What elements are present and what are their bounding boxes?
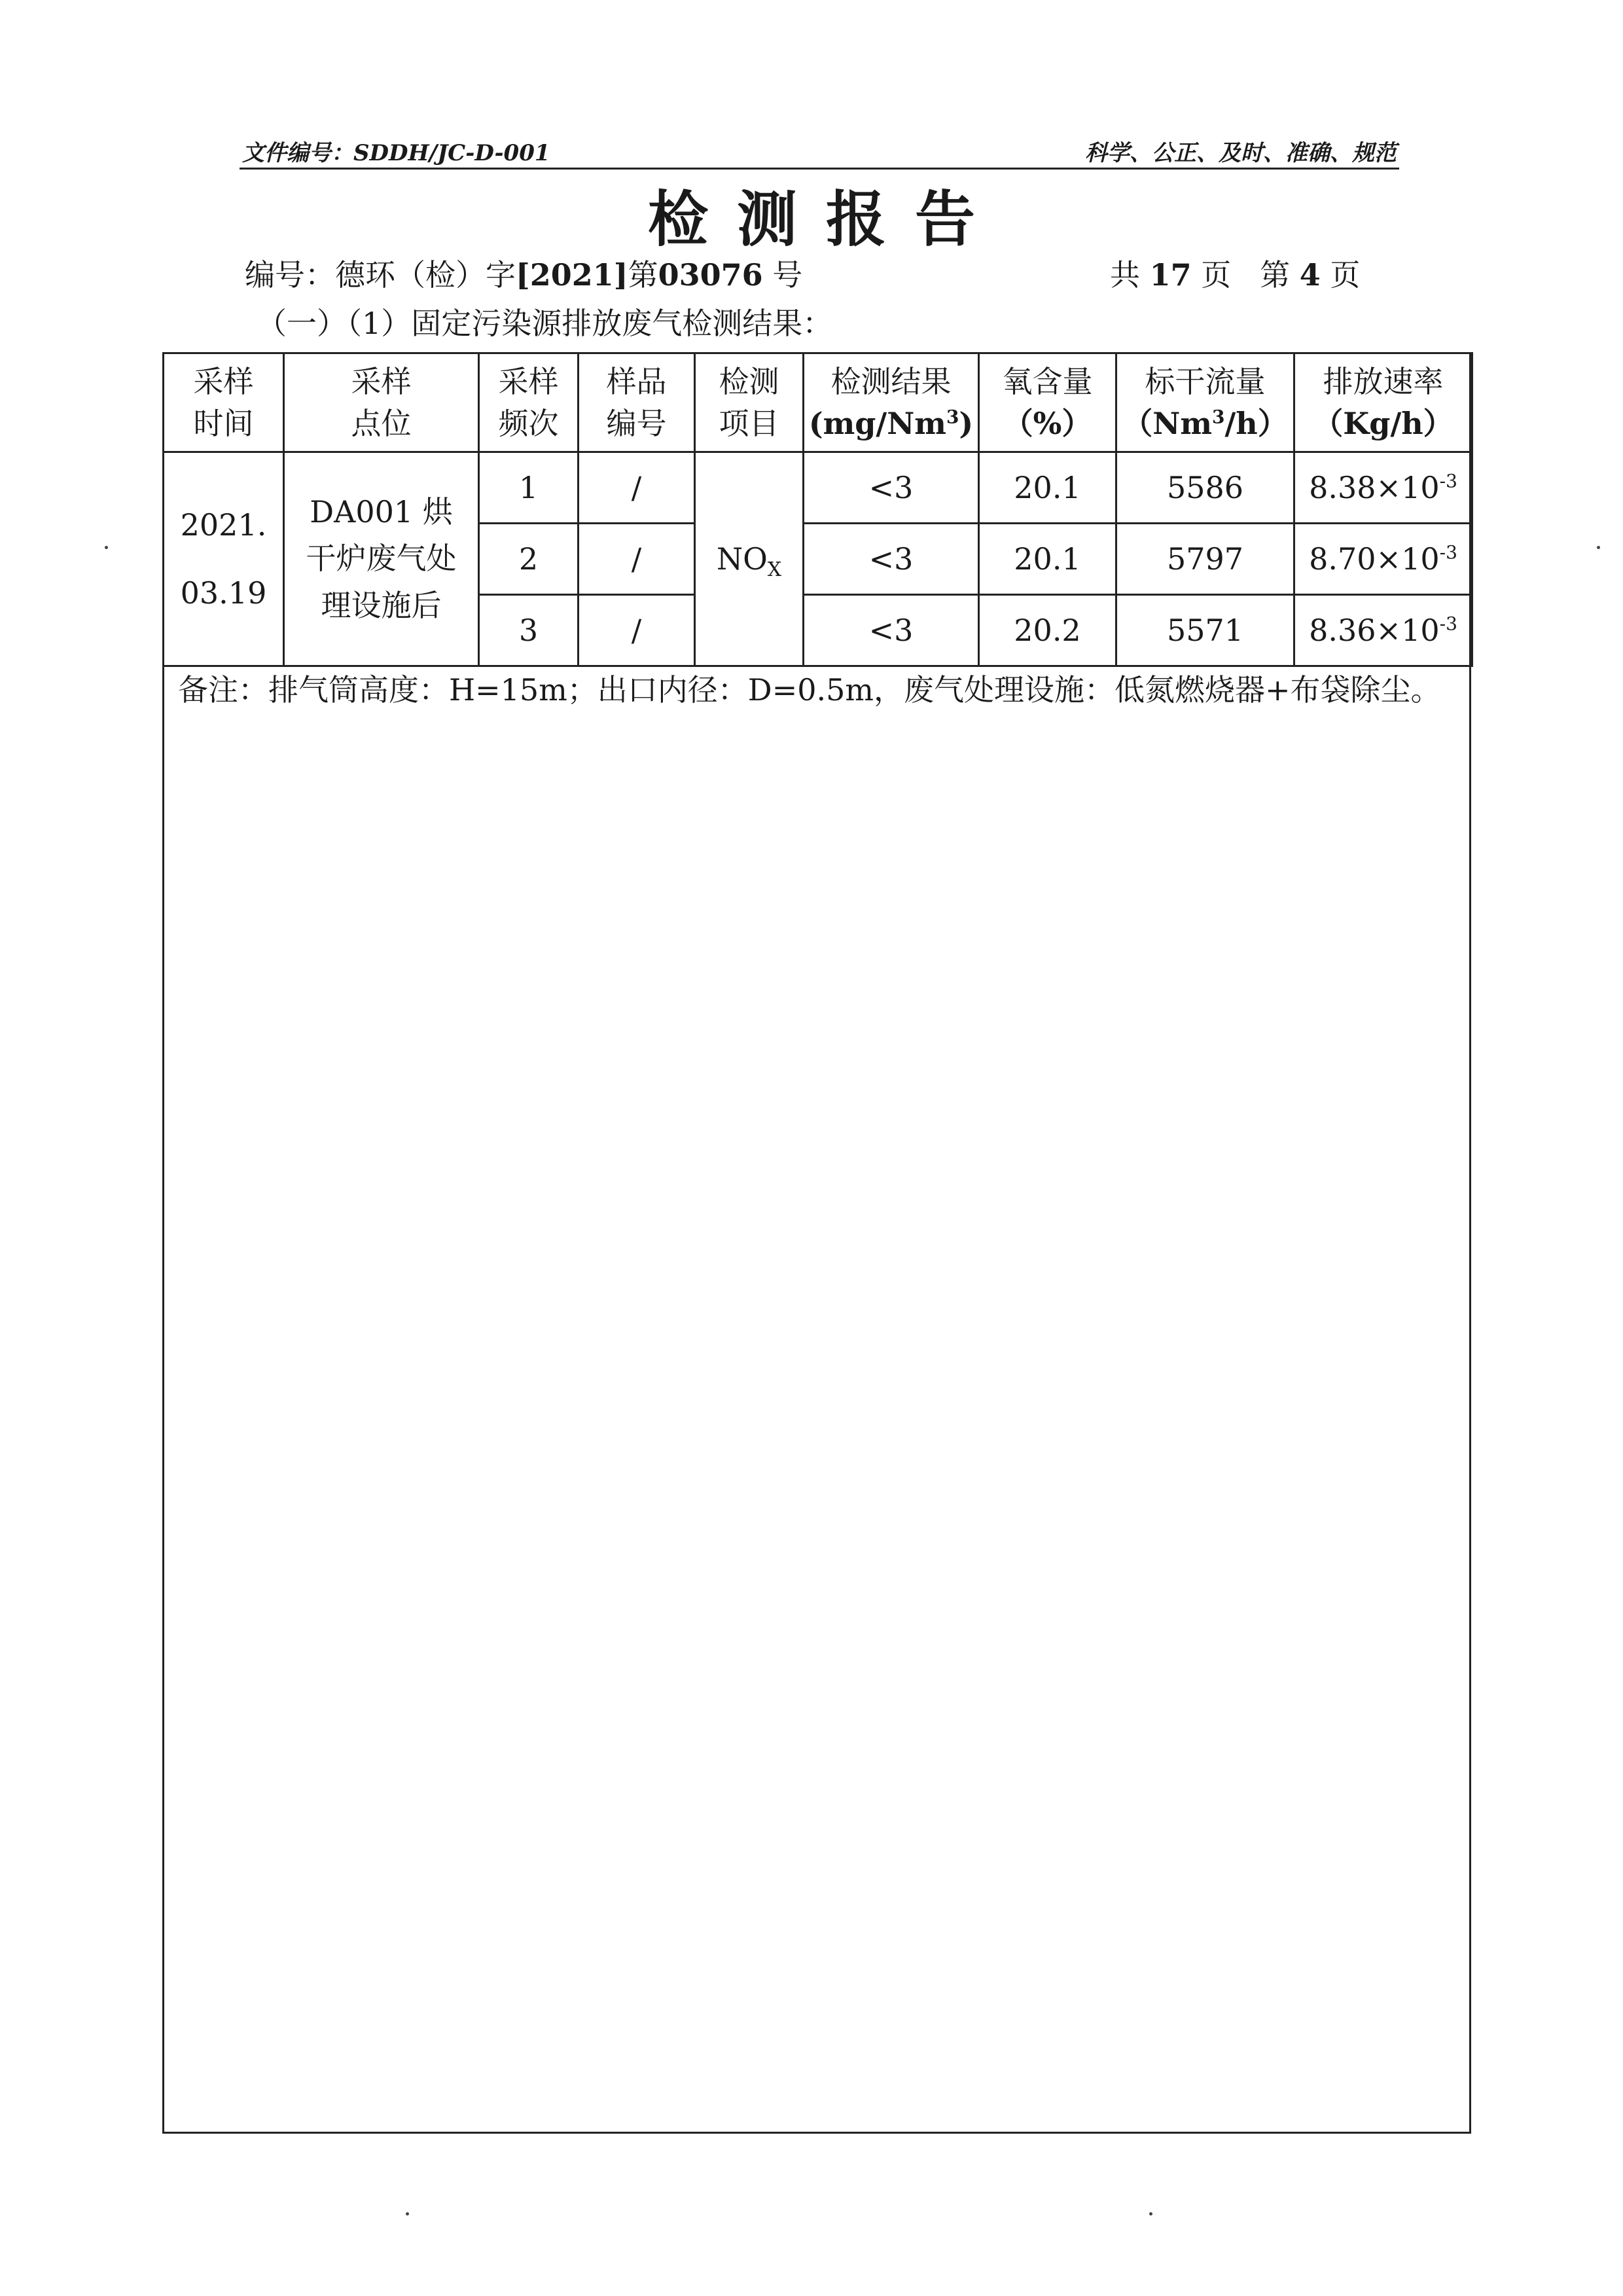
header-sample-number: 样品 编号: [579, 353, 695, 452]
page-count: 共 17 页 第 4 页: [1110, 257, 1361, 293]
oxygen-cell: 20.1: [979, 452, 1116, 524]
flow-cell: 5797: [1116, 524, 1294, 595]
scan-speck: [105, 546, 108, 549]
table-row: [164, 452, 1472, 524]
document-header: [240, 128, 1399, 170]
test-item-cell: $NO_X$: [695, 452, 804, 666]
header-emission-rate: 排放速率 （Kg/h）: [1294, 353, 1472, 452]
frequency-cell: 1: [479, 452, 579, 524]
scan-speck: [406, 2212, 409, 2215]
scan-speck: [1597, 546, 1600, 549]
sample-number-cell: /: [579, 595, 695, 666]
file-number: 文件编号：SDDH/JC-D-001: [242, 140, 550, 166]
report-title: 检测报告: [647, 184, 1004, 255]
result-cell: <3: [804, 452, 979, 524]
rate-cell: $8.38\times 10^{-3}$: [1294, 452, 1472, 524]
table-header-row: [164, 353, 1472, 452]
frequency-cell: 2: [479, 524, 579, 595]
sample-location-cell: DA001 烘 干炉废气处 理设施后: [284, 452, 479, 666]
header-standard-flow: 标干流量 （Nm$^3$/h）: [1116, 353, 1294, 452]
rate-cell: $8.70\times 10^{-3}$: [1294, 524, 1472, 595]
remarks-note: 备注：排气筒高度：H=15m；出口内径：D=0.5m，废气处理设施：低氮燃烧器+布袋除尘。: [178, 672, 1441, 708]
motto: 科学、公正、及时、准确、规范: [1085, 140, 1397, 166]
flow-cell: 5586: [1116, 452, 1294, 524]
header-oxygen-content: 氧含量 （%）: [979, 353, 1116, 452]
header-sample-frequency: 采样 频次: [479, 353, 579, 452]
oxygen-cell: 20.1: [979, 524, 1116, 595]
result-cell: <3: [804, 524, 979, 595]
flow-cell: 5571: [1116, 595, 1294, 666]
result-cell: <3: [804, 595, 979, 666]
header-test-item: 检测 项目: [695, 353, 804, 452]
header-test-result: 检测结果 (mg/Nm$^3$): [804, 353, 979, 452]
sample-time-cell: 2021. 03.19: [164, 452, 284, 666]
sample-number-cell: /: [579, 524, 695, 595]
report-number: 编号：德环（检）字[2021]第03076 号: [245, 257, 803, 293]
oxygen-cell: 20.2: [979, 595, 1116, 666]
header-sample-time: 采样 时间: [164, 353, 284, 452]
header-sample-location: 采样 点位: [284, 353, 479, 452]
sample-number-cell: /: [579, 452, 695, 524]
scan-speck: [1149, 2212, 1152, 2215]
rate-cell: $8.36\times 10^{-3}$: [1294, 595, 1472, 666]
frequency-cell: 3: [479, 595, 579, 666]
emission-results-table: [162, 352, 1473, 667]
section-title: （一）（1）固定污染源排放废气检测结果：: [257, 306, 833, 341]
